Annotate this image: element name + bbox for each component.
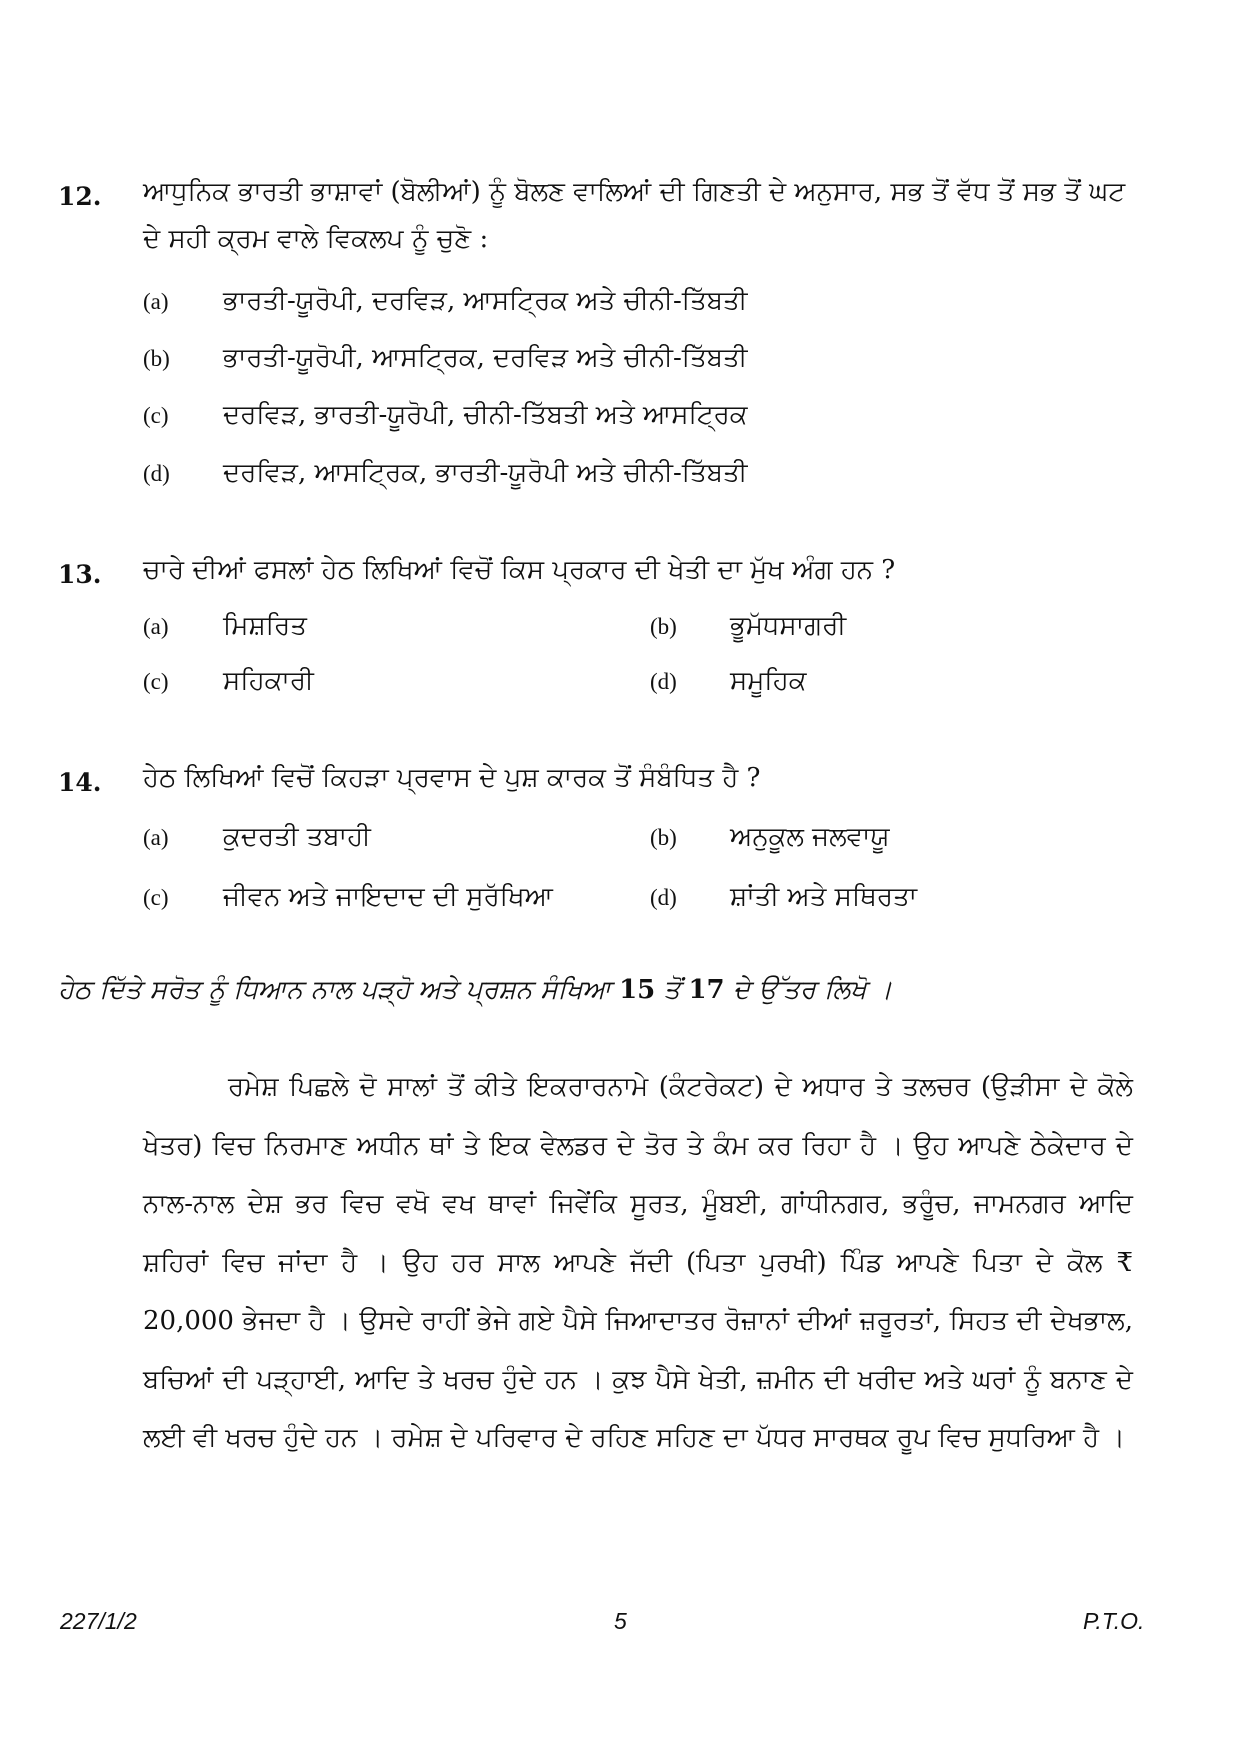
question-14-option-d (650, 882, 917, 913)
question-14-option-b (650, 822, 890, 853)
option-label: (c) (143, 403, 169, 428)
source-instruction (58, 975, 1178, 1006)
option-text: ਮਿਸ਼ਰਿਤ (223, 611, 307, 641)
option-text: ਭੂਮੱਧਸਾਗਰੀ (730, 611, 847, 641)
instruction-text: ਹੇਠ ਦਿੱਤੇ ਸਰੋਤ ਨੂੰ ਧਿਆਨ ਨਾਲ ਪੜ੍ਹੋ ਅਤੇ ਪ੍ਰਸ਼ਨ ਸੰਖਿਆ (58, 975, 611, 1005)
question-12-option-c (143, 400, 748, 431)
option-label: (b) (650, 614, 677, 639)
option-text: ਕੁਦਰਤੀ ਤਬਾਹੀ (223, 822, 371, 852)
question-12-option-a (143, 286, 748, 317)
question-13-option-b (650, 611, 846, 642)
option-text: ਸ਼ਾਂਤੀ ਅਤੇ ਸਥਿਰਤਾ (730, 882, 918, 912)
option-text: ਦਰਵਿੜ, ਭਾਰਤੀ-ਯੂਰੋਪੀ, ਚੀਨੀ-ਤਿੱਬਤੀ ਅਤੇ ਆਸਟ੍ਰਿਕ (223, 400, 748, 430)
option-text: ਸਮੂਹਿਕ (730, 666, 807, 696)
question-14-option-c (143, 882, 553, 913)
option-label: (b) (143, 346, 170, 371)
question-12-option-d (143, 458, 748, 489)
question-13-text: ਚਾਰੇ ਦੀਆਂ ਫਸਲਾਂ ਹੇਠ ਲਿਖਿਆਂ ਵਿਚੋਂ ਕਿਸ ਪ੍ਰਕਾਰ ਦੀ ਖੇਤੀ ਦਾ ਮੁੱਖ ਅੰਗ ਹਨ ? (143, 555, 896, 585)
question-14-number: 14. (58, 768, 102, 797)
page-number: 5 (614, 1608, 627, 1634)
option-text: ਸਹਿਕਾਰੀ (223, 666, 314, 696)
question-12-text: ਆਧੁਨਿਕ ਭਾਰਤੀ ਭਾਸ਼ਾਵਾਂ (ਬੋਲੀਆਂ) ਨੂੰ ਬੋਲਣ ਵਾਲਿਆਂ ਦੀ ਗਿਣਤੀ ਦੇ ਅਨੁਸਾਰ, ਸਭ ਤੋਂ ਵੱਧ ਤੋਂ ਸਭ ਤੋਂ ਘਟ ਦੇ ਸਹੀ ਕ੍ਰਮ ਵਾਲੇ ਵਿਕਲਪ ਨੂੰ ਚੁਣੋ : (143, 177, 1126, 254)
option-label: (a) (143, 825, 169, 850)
question-13-option-a (143, 611, 307, 642)
option-label: (d) (650, 885, 677, 910)
option-label: (a) (143, 614, 169, 639)
instruction-from-number: 15 (619, 975, 656, 1005)
instruction-text: ਦੇ ਉੱਤਰ ਲਿਖੋ । (732, 975, 893, 1005)
question-13-option-c (143, 666, 314, 697)
option-label: (c) (143, 885, 169, 910)
source-passage: ਰਮੇਸ਼ ਪਿਛਲੇ ਦੋ ਸਾਲਾਂ ਤੋਂ ਕੀਤੇ ਇਕਰਾਰਨਾਮੇ (ਕੰਟਰੇਕਟ) ਦੇ ਅਧਾਰ ਤੇ ਤਲਚਰ (ਉੜੀਸਾ ਦੇ ਕੋਲੇ ਖੇਤਰ) ਵਿਚ ਨਿਰਮਾਣ ਅਧੀਨ ਥਾਂ ਤੇ ਇਕ ਵੇਲਡਰ ਦੇ ਤੋਰ ਤੇ ਕੰਮ ਕਰ ਰਿਹਾ ਹੈ । ਉਹ ਆਪਣੇ ਠੇਕੇਦਾਰ ਦੇ ਨਾਲ-ਨਾਲ ਦੇਸ਼ ਭਰ ਵਿਚ ਵਖੋ ਵਖ ਥਾਵਾਂ ਜਿਵੇਂਕਿ ਸੂਰਤ, ਮੂੰਬਈ, ਗਾਂਧੀਨਗਰ, ਭਰੂੰਚ, ਜਾਮਨਗਰ ਆਦਿ ਸ਼ਹਿਰਾਂ ਵਿਚ ਜਾਂਦਾ ਹੈ । ਉਹ ਹਰ ਸਾਲ ਆਪਣੇ ਜੱਦੀ (ਪਿਤਾ ਪੁਰਖੀ) ਪਿੰਡ ਆਪਣੇ ਪਿਤਾ ਦੇ ਕੋਲ ₹ 20,000 ਭੇਜਦਾ ਹੈ । ਉਸਦੇ ਰਾਹੀਂ ਭੇਜੇ ਗਏ ਪੈਸੇ ਜਿਆਦਾਤਰ ਰੋਜ਼ਾਨਾਂ ਦੀਆਂ ਜ਼ਰੂਰਤਾਂ, ਸਿਹਤ ਦੀ ਦੇਖਭਾਲ, ਬਚਿਆਂ ਦੀ ਪੜ੍ਹਾਈ, ਆਦਿ ਤੇ ਖਰਚ ਹੁੰਦੇ ਹਨ । ਕੁਝ ਪੈਸੇ ਖੇਤੀ, ਜ਼ਮੀਨ ਦੀ ਖਰੀਦ ਅਤੇ ਘਰਾਂ ਨੂੰ ਬਨਾਣ ਦੇ ਲਈ ਵੀ ਖਰਚ ਹੁੰਦੇ ਹਨ । ਰਮੇਸ਼ ਦੇ ਪਰਿਵਾਰ ਦੇ ਰਹਿਣ ਸਹਿਣ ਦਾ ਪੱਧਰ ਸਾਰਥਕ ਰੂਪ ਵਿਚ ਸੁਧਰਿਆ ਹੈ । (143, 1072, 1133, 1453)
question-13-option-d (650, 666, 807, 697)
option-text: ਭਾਰਤੀ-ਯੂਰੋਪੀ, ਆਸਟ੍ਰਿਕ, ਦਰਵਿੜ ਅਤੇ ਚੀਨੀ-ਤਿੱਬਤੀ (223, 343, 748, 373)
question-14-option-a (143, 822, 371, 853)
question-14-text: ਹੇਠ ਲਿਖਿਆਂ ਵਿਚੋਂ ਕਿਹੜਾ ਪ੍ਰਵਾਸ ਦੇ ਪੁਸ਼ ਕਾਰਕ ਤੋਂ ਸੰਬੰਧਿਤ ਹੈ ? (143, 763, 761, 793)
paper-code: 227/1/2 (60, 1608, 137, 1634)
option-text: ਅਨੁਕੂਲ ਜਲਵਾਯੂ (730, 822, 890, 852)
question-13-number: 13. (58, 560, 102, 589)
option-label: (b) (650, 825, 677, 850)
pto-note: P.T.O. (1083, 1608, 1145, 1634)
option-text: ਦਰਵਿੜ, ਆਸਟ੍ਰਿਕ, ਭਾਰਤੀ-ਯੂਰੋਪੀ ਅਤੇ ਚੀਨੀ-ਤਿੱਬਤੀ (223, 458, 748, 488)
option-text: ਜੀਵਨ ਅਤੇ ਜਾਇਦਾਦ ਦੀ ਸੁਰੱਖਿਆ (223, 882, 553, 912)
option-label: (c) (143, 669, 169, 694)
option-label: (a) (143, 289, 169, 314)
instruction-to-number: 17 (688, 975, 725, 1005)
option-text: ਭਾਰਤੀ-ਯੂਰੋਪੀ, ਦਰਵਿੜ, ਆਸਟ੍ਰਿਕ ਅਤੇ ਚੀਨੀ-ਤਿੱਬਤੀ (223, 286, 748, 316)
question-12-number: 12. (58, 182, 102, 211)
instruction-text: ਤੋਂ (663, 975, 681, 1005)
option-label: (d) (650, 669, 677, 694)
option-label: (d) (143, 461, 170, 486)
question-12-option-b (143, 343, 748, 374)
